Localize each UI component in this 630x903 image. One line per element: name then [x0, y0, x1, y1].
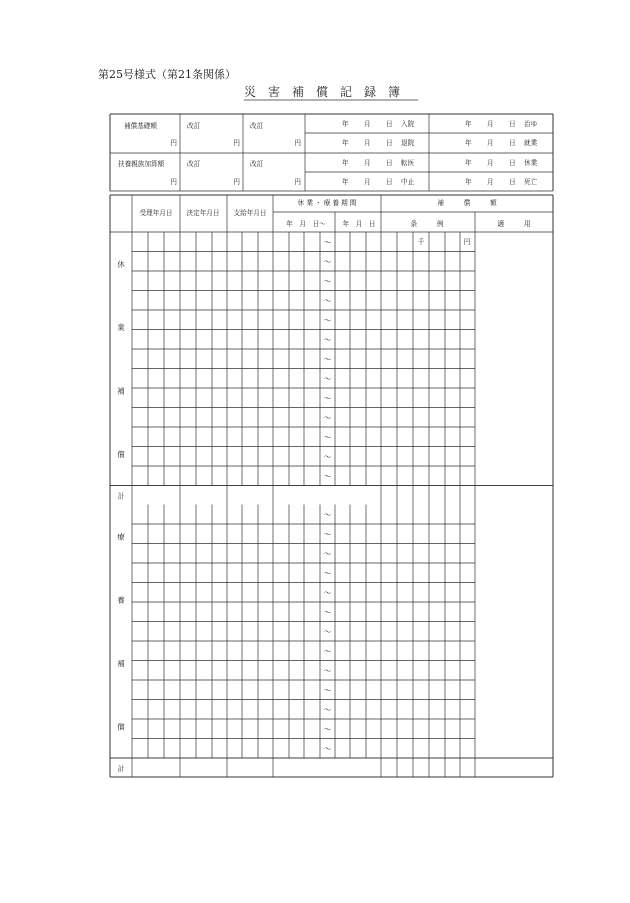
col-period-to: 年 月 日: [342, 220, 376, 228]
yen-unit: 円: [233, 178, 240, 186]
tilde-mark: 〜: [323, 335, 332, 345]
col-paid: 支給年月日: [233, 209, 267, 217]
label-revision-1: 改訂: [187, 122, 201, 130]
date-year: 年: [342, 178, 349, 186]
col-article: 条 例: [410, 220, 444, 228]
date-year: 年: [342, 120, 349, 128]
section-label-char: 業: [117, 323, 125, 333]
date-day: 日: [386, 159, 393, 167]
section-label-char: 償: [117, 722, 125, 732]
tilde-mark: 〜: [323, 238, 332, 247]
date-month: 月: [487, 139, 494, 147]
date-day: 日: [509, 139, 516, 147]
tilde-mark: 〜: [323, 686, 332, 695]
tilde-mark: 〜: [323, 355, 332, 364]
event-r-2: 休業: [524, 159, 538, 167]
tilde-mark: 〜: [323, 413, 332, 423]
record-grid: [110, 114, 553, 777]
date-month: 月: [364, 159, 371, 167]
section-label-char: 療: [117, 532, 125, 542]
tilde-mark: 〜: [323, 705, 332, 715]
date-month: 月: [487, 178, 494, 186]
yen-unit: 円: [170, 139, 177, 147]
form-heading: 第25号様式（第21条関係）: [98, 68, 236, 81]
date-year: 年: [465, 139, 472, 147]
tilde-mark: 〜: [323, 257, 332, 267]
yen-unit: 円: [233, 139, 240, 147]
label-dependent-addition: 扶養親族加算額: [118, 160, 165, 168]
tilde-mark: 〜: [323, 725, 332, 734]
date-day: 日: [509, 159, 516, 167]
section-label-char: 休: [117, 259, 125, 269]
total-label: 計: [117, 765, 125, 773]
tilde-mark: 〜: [323, 452, 332, 462]
date-month: 月: [487, 159, 494, 167]
tilde-mark: 〜: [323, 569, 332, 578]
date-day: 日: [386, 120, 393, 128]
tilde-mark: 〜: [323, 316, 332, 325]
col-period-from: 年 月 日〜: [286, 220, 326, 228]
date-day: 日: [386, 178, 393, 186]
col-amount: 補 償 額: [437, 199, 497, 207]
event-1: 退院: [401, 139, 415, 147]
date-day: 日: [509, 178, 516, 186]
tilde-mark: 〜: [323, 394, 332, 403]
tilde-mark: 〜: [323, 608, 332, 617]
tilde-mark: 〜: [323, 666, 332, 676]
total-label: 計: [117, 492, 125, 501]
label-revision-1: 改訂: [187, 160, 201, 168]
date-month: 月: [364, 120, 371, 128]
event-3: 中止: [401, 178, 415, 186]
yen-unit: 円: [170, 178, 177, 186]
event-2: 転医: [401, 159, 415, 167]
tilde-mark: 〜: [323, 549, 332, 559]
label-revision-2: 改訂: [250, 122, 264, 130]
section-label-char: 補: [117, 386, 125, 396]
unit-sen: 千: [417, 238, 425, 246]
event-r-0: 治ゆ: [524, 120, 538, 128]
date-year: 年: [342, 139, 349, 147]
date-day: 日: [386, 139, 393, 147]
col-applicable: 適 用: [497, 220, 531, 228]
date-month: 月: [364, 178, 371, 186]
form-title: 災 害 補 償 記 録 簿: [244, 85, 401, 99]
section-label-char: 償: [117, 449, 125, 459]
date-year: 年: [465, 159, 472, 167]
event-r-1: 就業: [524, 139, 538, 147]
tilde-mark: 〜: [323, 744, 332, 754]
date-year: 年: [465, 120, 472, 128]
tilde-mark: 〜: [323, 277, 332, 286]
event-0: 入院: [401, 120, 415, 128]
section-label-char: 補: [117, 659, 125, 669]
event-r-3: 死亡: [524, 178, 538, 186]
tilde-mark: 〜: [323, 472, 332, 481]
date-year: 年: [342, 159, 349, 167]
date-day: 日: [509, 120, 516, 128]
tilde-mark: 〜: [323, 374, 332, 384]
col-decided: 決定年月日: [186, 209, 220, 217]
tilde-mark: 〜: [323, 627, 332, 637]
date-year: 年: [465, 178, 472, 186]
date-month: 月: [487, 120, 494, 128]
yen-unit: 円: [294, 139, 301, 147]
tilde-mark: 〜: [323, 296, 332, 306]
date-month: 月: [364, 139, 371, 147]
col-received: 受理年月日: [139, 209, 173, 217]
tilde-mark: 〜: [323, 647, 332, 656]
label-basic-amount: 補償基礎額: [124, 122, 157, 130]
tilde-mark: 〜: [323, 588, 332, 598]
tilde-mark: 〜: [323, 433, 332, 442]
section-label-char: 養: [117, 595, 125, 605]
yen-unit: 円: [294, 178, 301, 186]
tilde-mark: 〜: [323, 510, 332, 520]
tilde-mark: 〜: [323, 530, 332, 539]
label-revision-2: 改訂: [250, 160, 264, 168]
col-period: 休 業 ・ 療 養 期 間: [297, 199, 357, 207]
unit-yen: 円: [463, 238, 471, 246]
